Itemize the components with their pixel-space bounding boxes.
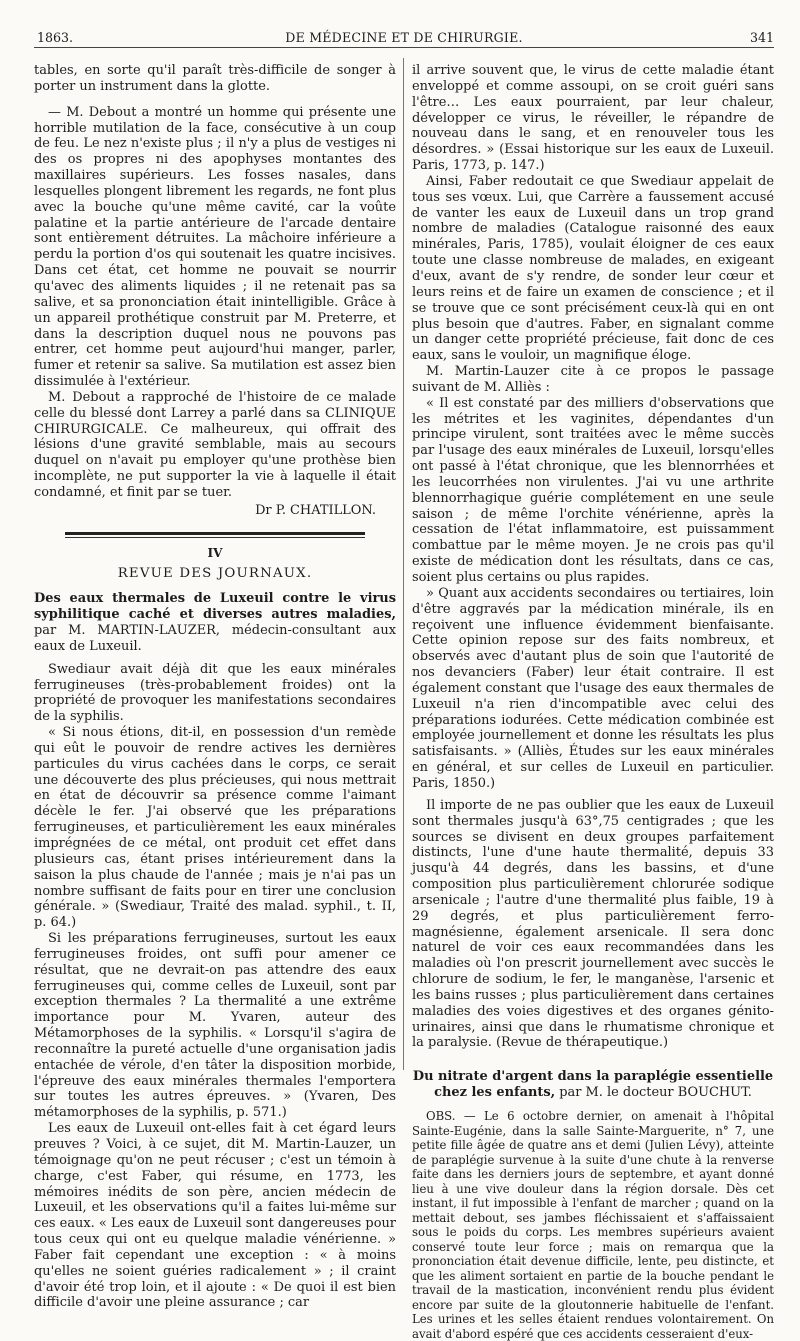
observation-paragraph: OBS. — Le 6 octobre dernier, on amenait à l'hôpital Sainte-Eugénie, dans la salle Sainte-Marguerite, n° 7, une petite fille âgée de quatre ans et demi (Julien Lévy), atteinte de paraplégie survenue à la suite d'une chute à la renverse faite dans les derniers jours de septembre, et ayant donné lieu à une vive douleur dans la région dorsale. Dès cet instant, il fut impossible à l'enfant de marcher ; quand on la mettait debout, ses jambes fléchissaient et s'affaissaient sous le poids du corps. Les membres supérieurs avaient conservé toute leur force ; mais on remarqua que la prononciation était devenue difficile, lente, peu distincte, et que les aliment sortaient en partie de la bouche pendant le travail de la mastication, inconvénient rendu plus évident encore par suite de la gloutonnerie habituelle de l'enfant. Les urines et les selles étaient rendues volontairement. On avait d'abord espéré que ces accidents cesseraient d'eux- (412, 1109, 774, 1341)
section-rule-thin (65, 537, 365, 538)
running-header (34, 29, 774, 48)
faber-paragraph: Ainsi, Faber redoutait ce que Swediaur appelait de tous ses vœux. Lui, que Carrère a faussement accusé de vanter les eaux de Luxeuil dans un trop grand nombre de maladies (Catalogue raisonné des eaux minérales, Paris, 1785), voulait éloigner de ces eaux toute une classe nombreuse de malades, en exigeant d'eux, avant de s'y rendre, de sonder leur cœur et leurs reins et de faire un examen de conscience ; et il se trouve que ce sont précisément ceux-là qui en ont plus besoin que d'autres. Faber, en signalant comme un danger cette propriété précieuse, fait donc de ces eaux, sans le vouloir, un magnifique éloge. (412, 173, 774, 364)
header-title: DE MÉDECINE ET DE CHIRURGIE. (285, 30, 523, 45)
article2-title: Du nitrate d'argent dans la paraplégie essentielle chez les enfants, (412, 1069, 774, 1101)
swediaur-quote: « Si nous étions, dit-il, en possession d'un remède qui eût le pouvoir de rendre actives les dernières particules du virus cachées dans le corps, ce serait une découverte des plus précieuses, qui nous mettrait en état de découvrir sa présence comme l'aimant décèle le fer. J'ai observé que les préparations ferrugineuses, et particulièrement les eaux minérales imprégnées de ce métal, ont produit cet effet dans plusieurs cas, étant prises intérieurement dans la saison la plus chaude de l'année ; mais je n'ai pas un nombre suffisant de faits pour en tirer une conclusion générale. » (Swediaur, Traité des malad. syphil., t. II, p. 64.) (34, 725, 396, 931)
continuation-paragraph: tables, en sorte qu'il paraît très-difficile de songer à porter un instrument dans la glotte. (34, 63, 396, 94)
swediaur-paragraph: Swediaur avait déjà dit que les eaux minérales ferrugineuses (très-probablement froides) ont la propriété de provoquer les manifestations secondaires de la syphilis. (34, 661, 396, 725)
header-year: 1863. (37, 30, 74, 45)
article-gap (412, 1051, 774, 1067)
column-divider (403, 58, 404, 1070)
section-title: REVUE DES JOURNAUX. (117, 566, 313, 582)
virus-paragraph: il arrive souvent que, le virus de cette maladie étant enveloppé et comme assoupi, on se croit guéri sans l'être… Les eaux pourraient, par leur chaleur, développer ce virus, le réveiller, le répandre de nouveau dans le sang, et en renouveler tous les désordres. » (Essai historique sur les eaux de Luxeuil. Paris, 1773, p. 147.) (412, 63, 774, 174)
article2-heading (412, 1069, 774, 1101)
article2-byline: par M. le docteur BOUCHUT. (555, 1085, 752, 1101)
thermales-paragraph: Il importe de ne pas oublier que les eaux de Luxeuil sont thermales jusqu'à 63°,75 centigrades ; que les sources se divisent en deux groupes parfaitement distincts, l'une d'une haute thermalité, depuis 33 jusqu'à 44 degrés, dans les bassins, et d'une composition plus particulièrement chlorurée sodique arsenicale ; l'autre d'une thermalité plus faible, 19 à 29 degrés, et plus particulièrement ferro-magnésienne, également arsenicale. Il sera donc naturel de voir ces eaux recommandées dans les maladies où l'on prescrit journellement avec succès le chlorure de sodium, le fer, le manganèse, l'arsenic et les bains russes ; plus particulièrement dans certaines maladies des voies digestives et des organes génito-urinaires, ainsi que dans le rhumatisme chronique et la paralysie. (Revue de thérapeutique.) (412, 797, 774, 1051)
preuves-paragraph: Les eaux de Luxeuil ont-elles fait à cet égard leurs preuves ? Voici, à ce sujet, dit M. Martin-Lauzer, un témoignage qu'on ne peut récuser ; c'est un témoin à charge, c'est Faber, qui résume, en 1773, les mémoires inédits de son père, ancien médecin de Luxeuil, et les observations qu'il a faites lui-même sur ces eaux. « Les eaux de Luxeuil sont dangereuses pour tous ceux qui ont eu quelque maladie vénérienne. » Faber fait cependant une exception : « à moins qu'elles ne soient guéries radicalement » ; il craint d'avoir été trop loin, et il ajoute : « De quoi il est bien difficile d'avoir une pleine assurance ; car (34, 1121, 396, 1311)
left-column (34, 63, 396, 1311)
debout-paragraph-1: — M. Debout a montré un homme qui présente une horrible mutilation de la face, consécutive à un coup de feu. Le nez n'existe plus ; il n'y a plus de vestiges ni des os propres ni des apophyses montantes des maxillaires supérieurs. Les fosses nasales, dans lesquelles plongent librement les regards, ne font plus avec la bouche qu'une même cavité, car la voûte palatine et la partie antérieure de l'arcade dentaire sont entièrement détruites. La mâchoire inférieure a perdu la portion d'os qui soutenait les quatre incisives. Dans cet état, cet homme ne pouvait se nourrir qu'avec des aliments liquides ; il ne retenait pas sa salive, et sa prononciation était inintelligible. Grâce à un appareil prothétique construit par M. Preterre, et dans la description duquel nous ne pouvons pas entrer, cet homme peut aujourd'hui manger, parler, fumer et retenir sa salive. Sa mutilation est assez bien dissimulée à l'extérieur. (34, 104, 396, 390)
page-number: 341 (749, 30, 774, 45)
debout-paragraph-2: M. Debout a rapproché de l'histoire de ce malade celle du blessé dont Larrey a parlé dans sa CLINIQUE CHIRURGICALE. Ce malheureux, qui offrait des lésions d'une gravité semblable, mais au secours duquel on n'avait pu employer qu'une prothèse bien incomplète, ne put supporter la vie à laquelle il était condamné, et finit par se tuer. (34, 389, 396, 500)
section-rule-thick (65, 532, 365, 535)
article-byline: par M. MARTIN-LAUZER, médecin-consultant aux eaux de Luxeuil. (34, 623, 396, 654)
allies-quote-2: » Quant aux accidents secondaires ou tertiaires, loin d'être aggravés par la médication minérale, ils en reçoivent une influence évidemment bienfaisante. Cette opinion repose sur des faits nombreux, et observés avec d'autant plus de soin que l'autorité de nos devanciers (Faber) leur était contraire. Il est également constant que l'usage des eaux thermales de Luxeuil n'a rien d'incompatible avec celui des préparations iodurées. Cette médication combinée est employée journellement et donne les résultats les plus satisfaisants. » (Alliès, Études sur les eaux minérales en général, et sur celles de Luxeuil en particulier. Paris, 1850.) (412, 585, 774, 791)
section-number: IV (207, 545, 223, 560)
article-heading (34, 591, 396, 654)
article-title: Des eaux thermales de Luxeuil contre le virus syphilitique caché et diverses autres maladies, (34, 591, 396, 623)
author-signature: Dr P. CHATILLON. (255, 502, 376, 518)
allies-quote-1: « Il est constaté par des milliers d'observations que les métrites et les vaginites, dépendantes d'un principe virulent, sont traitées avec le même succès par l'usage des eaux minérales de Luxeuil, lorsqu'elles ont passé à l'état chronique, que les blennorrhées et les leucorrhées non virulentes. J'ai vu une arthrite blennorrhagique guérie complétement en une seule saison ; de même l'orchite vénérienne, après la cessation de l'état inflammatoire, est puissamment combattue par le même moyen. Je ne crois pas qu'il existe de médication dont les résultats, dans ce cas, soient plus certains ou plus rapides. (412, 395, 774, 585)
allies-intro: M. Martin-Lauzer cite à ce propos le passage suivant de M. Alliès : (412, 364, 774, 395)
preparations-paragraph: Si les préparations ferrugineuses, surtout les eaux ferrugineuses froides, ont suffi pour amener ce résultat, que ne devrait-on pas attendre des eaux ferrugineuses qui, comme celles de Luxeuil, sont par exception thermales ? La thermalité a une extrême importance pour M. Yvaren, auteur des Métamorphoses de la syphilis. « Lorsqu'il s'agira de reconnaître la pureté actuelle d'une organisation jadis entachée de vérole, d'en tâter la disposition morbide, l'épreuve des eaux minérales thermales l'emportera sur toutes les autres épreuves. » (Yvaren, Des métamorphoses de la syphilis, p. 571.) (34, 931, 396, 1121)
right-column (412, 63, 774, 1341)
